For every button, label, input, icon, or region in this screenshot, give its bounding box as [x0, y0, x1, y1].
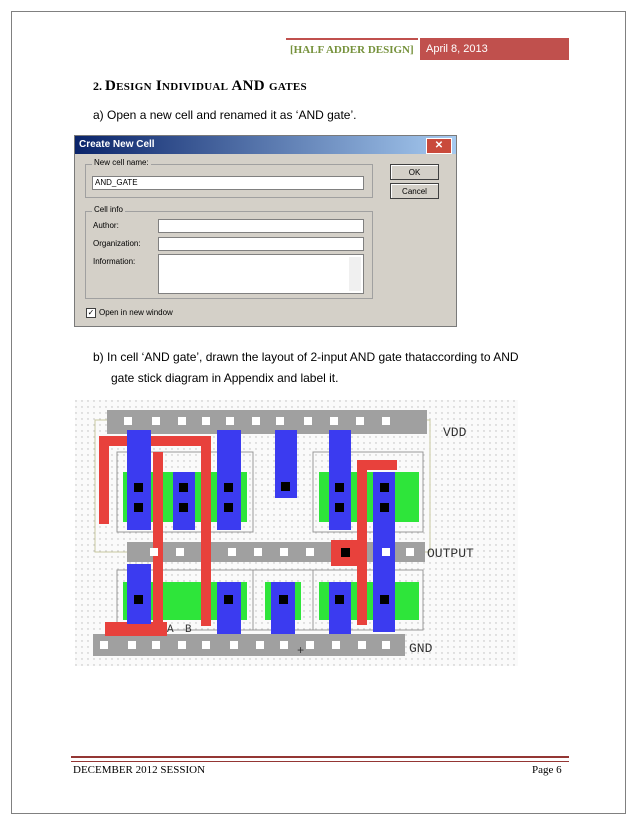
poly-inverter-top: [357, 460, 397, 470]
section-number: 2.: [93, 79, 102, 93]
ok-button[interactable]: OK: [390, 164, 439, 180]
author-label: Author:: [93, 221, 119, 230]
input-a-label: A: [167, 624, 174, 636]
footer-page-number: Page 6: [532, 764, 562, 776]
metal-strap-2: [173, 472, 195, 530]
step-a-text: a) Open a new cell and renamed it as ‘AND gate’.: [93, 108, 357, 122]
new-cell-name-label: New cell name:: [94, 158, 149, 167]
vdd-label: VDD: [443, 425, 467, 440]
metal-strap-10: [329, 582, 351, 634]
dialog-title: Create New Cell: [79, 139, 155, 150]
header-title: [HALF ADDER DESIGN]: [286, 38, 418, 60]
section-heading: [93, 78, 307, 95]
metal-strap-5: [329, 430, 351, 530]
close-icon[interactable]: ✕: [426, 138, 452, 154]
dialog-title-bar: [75, 136, 456, 154]
poly-left-vertical: [99, 436, 109, 524]
information-label: Information:: [93, 257, 136, 266]
output-label: OUTPUT: [427, 546, 474, 561]
and-gate-layout-diagram: [75, 400, 518, 666]
cell-info-group: [85, 205, 373, 299]
footer-session: DECEMBER 2012 SESSION: [73, 764, 206, 776]
information-textarea[interactable]: [158, 254, 364, 294]
open-new-window-label: Open in new window: [99, 308, 173, 317]
header-date: April 8, 2013: [420, 38, 569, 60]
step-b-line1: b) In cell ‘AND gate’, drawn the layout of 2-input AND gate thataccording to AND: [93, 350, 519, 364]
poly-gate-a: [153, 452, 163, 627]
information-scrollbar[interactable]: [349, 257, 361, 291]
author-input[interactable]: [158, 219, 364, 233]
metal-strap-1: [127, 430, 151, 530]
input-b-label: B: [185, 624, 192, 636]
metal-strap-9: [271, 582, 295, 634]
metal-strap-3: [217, 430, 241, 530]
gnd-label: GND: [409, 641, 433, 656]
poly-gate-b: [201, 436, 211, 626]
poly-top-bar: [99, 436, 209, 446]
metal-strap-8: [217, 582, 241, 634]
footer-rule: [71, 756, 569, 762]
create-new-cell-dialog: [74, 135, 457, 327]
new-cell-name-group: [85, 158, 373, 198]
metal-strap-7: [127, 564, 151, 624]
open-new-window-checkbox[interactable]: ✓: [87, 308, 95, 317]
organization-label: Organization:: [93, 239, 141, 248]
cursor-crosshair-icon: +: [297, 644, 305, 658]
new-cell-name-input[interactable]: AND_GATE: [92, 176, 364, 190]
poly-input-bar: [105, 622, 167, 636]
cancel-button[interactable]: Cancel: [390, 183, 439, 199]
section-title: Design Individual AND gates: [105, 78, 307, 94]
organization-input[interactable]: [158, 237, 364, 251]
step-b-line2: gate stick diagram in Appendix and label it.: [111, 371, 339, 385]
cell-info-label: Cell info: [94, 205, 123, 214]
